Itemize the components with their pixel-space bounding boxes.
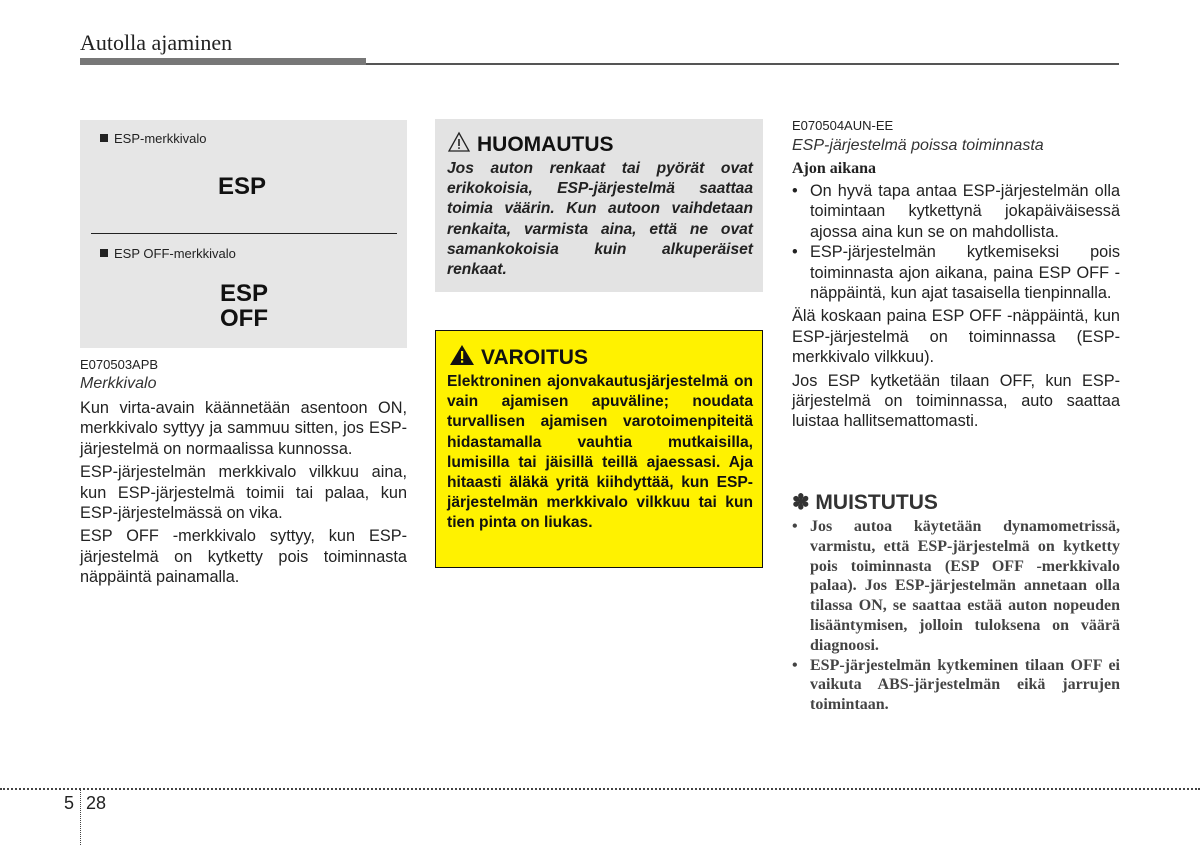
paragraph: Jos ESP kytketään tilaan OFF, kun ESP-järjestelmä on toiminnassa, auto saattaa luistaa hallitsemattomasti.	[792, 371, 1120, 431]
paragraph: ESP-järjestelmän merkkivalo vilkkuu aina, kun ESP-järjestelmä toimii tai palaa, kun ESP-järjestelmässä on vika.	[80, 463, 407, 523]
paragraph: ESP OFF -merkkivalo syttyy, kun ESP-järjestelmä on kytketty pois toiminnasta näppäintä painamalla.	[80, 527, 407, 587]
bullet-icon: •	[792, 243, 798, 262]
list-item: • Jos autoa käytetään dynamometrissä, varmistu, että ESP-järjestelmä on kytketty pois toiminnasta (ESP OFF -merkkivalo palaa). Jos ESP-järjestelmän annetaan olla tilassa ON, se saattaa estää auton nopeuden lisääntymisen, jolloin tuloksena on väärä diagnoosi.	[792, 518, 1120, 654]
paragraph: Kun virta-avain käännetään asentoon ON, merkkivalo syttyy ja sammuu sitten, jos ESP-järjestelmä on normaalissa kunnossa.	[80, 399, 407, 458]
section-code: E070503APB	[80, 357, 159, 372]
bullet-icon: •	[792, 656, 798, 674]
reminder-body	[792, 517, 1120, 715]
section-subheading: Merkkivalo	[80, 375, 157, 392]
bullet-icon: •	[792, 182, 798, 200]
warning-triangle-outline-icon	[447, 131, 471, 153]
page-header-title: Autolla ajaminen	[80, 30, 233, 55]
notice-text: Jos auton renkaat tai pyörät ovat erikokoisia, ESP-järjestelmä saattaa toimia väärin. Kun autoon vaihdetaan renkaita, varmista aina, että ne ovat samankokoisia kuin alkuperäiset renkaat.	[447, 160, 753, 279]
esp-indicator-symbol: ESP	[218, 173, 267, 200]
chapter-number: 5	[64, 793, 75, 813]
list-item: • ESP-järjestelmän kytkemiseksi pois toiminnasta ajon aikana, paina ESP OFF -näppäintä, kun ajat tasaisella tienpinnalla.	[792, 243, 1120, 303]
reminder-heading: ✽ MUISTUTUS	[792, 491, 938, 514]
section-body	[80, 398, 407, 591]
section-subheading: ESP-järjestelmä poissa toiminnasta	[792, 137, 1044, 154]
header-rule-thick	[80, 58, 366, 65]
list-item: • ESP-järjestelmän kytkeminen tilaan OFF ei vaikuta ABS-järjestelmän eikä jarrujen toimintaan.	[792, 656, 1120, 714]
section-code: E070504AUN-EE	[792, 118, 894, 133]
bullet-icon: •	[792, 518, 798, 535]
warning-triangle-filled-icon	[449, 344, 475, 366]
esp-off-indicator-symbol: ESP OFF	[220, 280, 269, 332]
footer-rule	[0, 788, 1200, 790]
header-rule-thin	[366, 63, 1119, 65]
section-body	[792, 181, 1120, 435]
warning-text: Elektroninen ajonvakautusjärjestelmä on vain ajamisen apuväline; noudata turvallisen ajamisen varotoimenpiteitä hidastamalla vauhtia mutkaisilla, lumisilla tai jäisillä teillä ajaessasi. Aja hitaasti äläkä yritä kiihdyttää, kun ESP-järjestelmän merkkivalo vilkkuu tai kun tien pinta on liukas.	[447, 373, 753, 532]
page-number: 28	[86, 793, 107, 813]
esp-indicator-label: ESP-merkkivalo	[100, 131, 206, 146]
bullet-square-icon	[100, 134, 108, 142]
indicator-separator	[91, 233, 397, 234]
warning-heading: VAROITUS	[449, 344, 588, 370]
bullet-square-icon	[100, 249, 108, 257]
notice-heading: HUOMAUTUS	[447, 131, 614, 157]
footer-divider	[80, 790, 81, 845]
section-minor-heading: Ajon aikana	[792, 160, 877, 177]
list-item: • On hyvä tapa antaa ESP-järjestelmän olla toimintaan kytkettynä jokapäiväisessä ajossa aina kun se on mahdollista.	[792, 182, 1120, 241]
esp-off-indicator-label: ESP OFF-merkkivalo	[100, 246, 236, 261]
paragraph: Älä koskaan paina ESP OFF -näppäintä, kun ESP-järjestelmä on toiminnassa (ESP-merkkivalo vilkkuu).	[792, 307, 1120, 367]
